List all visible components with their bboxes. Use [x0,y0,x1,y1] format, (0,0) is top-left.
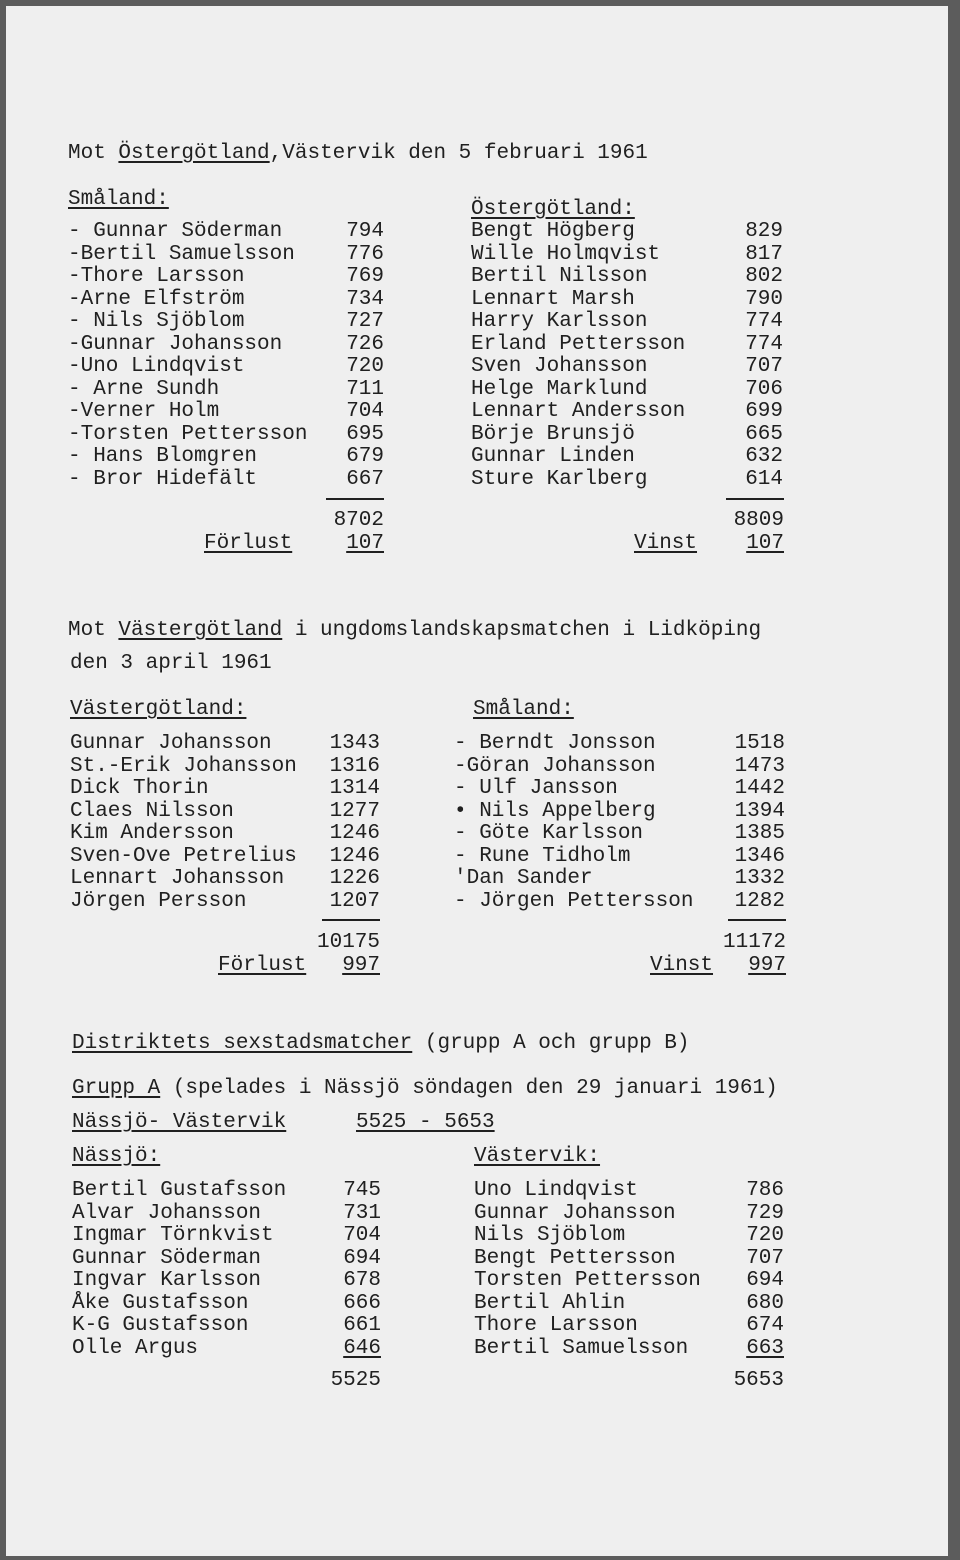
player-name: -Gunnar Johansson [68,332,283,356]
match2-right-header: Småland: [473,698,574,721]
match1-left-result-label: Förlust [204,532,293,555]
player-row [471,289,783,312]
match1-right-sum-rule [726,498,784,500]
player-name: Sven-Ove Petrelius [70,844,297,868]
district-match-score: 5525 - 5653 [356,1111,495,1134]
player-row [454,756,785,779]
player-name: Wille Holmqvist [471,242,661,266]
player-name: Åke Gustafsson [72,1291,249,1315]
player-row [68,244,384,267]
player-row [454,801,785,824]
district-match-label: Nässjö- Västervik [72,1111,287,1134]
match2-right-result-label: Vinst [650,954,714,977]
player-name: - Berndt Jonsson [454,732,656,755]
player-name: Nils Sjöblom [474,1224,626,1247]
player-score: 667 [346,467,384,491]
player-name: Sven Johansson [471,355,648,378]
player-name: Dick Thorin [70,777,209,800]
player-row [454,868,785,891]
player-score: 1518 [734,732,785,755]
player-row [474,1293,784,1316]
player-score: 1246 [329,844,380,868]
player-score: 711 [346,377,384,401]
player-score: 1246 [329,822,380,845]
player-score: 678 [343,1269,381,1292]
player-row [68,379,384,402]
match1-right-header: Östergötland: [471,198,635,221]
match1-left-header: Småland: [68,188,169,211]
player-row [474,1203,784,1226]
player-score: 614 [745,467,783,491]
player-name: Bertil Gustafsson [72,1179,287,1202]
player-row [68,334,384,357]
player-row [471,401,783,424]
player-name: Torsten Pettersson [474,1269,701,1292]
player-score: 794 [346,220,384,243]
player-row [471,221,783,244]
district-right-list [474,1180,784,1360]
player-name: K-G Gustafsson [72,1314,249,1337]
player-score: 704 [346,400,384,423]
match2-title-link: Västergötland [118,619,283,642]
player-row [454,733,785,756]
player-row [471,446,783,469]
player-name: Börje Brunsjö [471,422,635,446]
player-score: 1473 [734,754,785,778]
player-name: Sture Karlberg [471,467,648,491]
player-row [72,1225,381,1248]
player-name: Gunnar Johansson [474,1201,676,1225]
match1-left-sum-rule [326,498,384,500]
player-name: Lennart Johansson [70,867,285,890]
player-score: 1442 [734,777,785,800]
player-score: 632 [745,445,783,468]
district-right-header: Västervik: [474,1145,601,1168]
player-row [471,266,783,289]
player-name: Bertil Ahlin [474,1291,626,1315]
player-score: 769 [346,265,384,288]
player-score: 1346 [734,844,785,868]
player-score: 665 [745,422,783,446]
player-score: 707 [745,355,783,378]
player-name: Gunnar Söderman [72,1246,262,1270]
player-row [68,289,384,312]
player-row [68,356,384,379]
player-row [471,311,783,334]
player-score: 1277 [329,799,380,823]
player-name: Kim Andersson [70,822,234,845]
match2-left-sum-rule [322,919,380,921]
match2-title: Mot Västergötland i ungdomslandskapsmatchen i Lidköping [68,619,762,642]
player-score: 776 [346,242,384,266]
player-score: 734 [346,287,384,311]
player-score: 774 [745,310,783,333]
match1-title-link: Östergötland [118,142,270,165]
player-row [471,244,783,267]
player-name: - Bror Hidefält [68,467,258,491]
district-group-label: Grupp A [72,1077,161,1100]
player-name: Gunnar Johansson [70,732,272,755]
player-row [72,1270,381,1293]
player-score: 1314 [329,777,380,800]
player-score: 1207 [329,889,380,913]
player-row [70,891,380,914]
player-row [454,823,785,846]
player-row [474,1180,784,1203]
player-name: Erland Pettersson [471,332,686,356]
match2-left-result-label: Förlust [218,954,307,977]
player-name: Lennart Marsh [471,287,635,311]
match1-title: Mot Östergötland,Västervik den 5 februari 1961 [68,142,648,165]
player-row [68,311,384,334]
district-left-list [72,1180,381,1360]
player-score: 731 [343,1201,381,1225]
player-row [70,733,380,756]
player-name: Ingvar Karlsson [72,1269,262,1292]
player-row [68,401,384,424]
player-row [72,1293,381,1316]
player-row [72,1315,381,1338]
match2-right-total: 11172 [722,931,786,954]
match1-left-result-value: 107 [346,532,384,555]
player-name: Bertil Samuelsson [474,1336,689,1360]
player-row [471,379,783,402]
player-score: 704 [343,1224,381,1247]
player-score: 786 [746,1179,784,1202]
player-name: Lennart Andersson [471,400,686,423]
player-name: Ingmar Törnkvist [72,1224,274,1247]
player-score: 694 [746,1269,784,1292]
player-score: 745 [343,1179,381,1202]
player-score: 661 [343,1314,381,1337]
player-score: 707 [746,1246,784,1270]
player-row [454,846,785,869]
player-name: Bengt Pettersson [474,1246,676,1270]
player-name: -Göran Johansson [454,754,656,778]
player-name: - Gunnar Söderman [68,220,283,243]
player-row [474,1225,784,1248]
player-score: 674 [746,1314,784,1337]
match1-right-list [471,221,783,491]
player-score: 1332 [734,867,785,890]
player-score: 663 [746,1336,784,1360]
match1-left-list [68,221,384,491]
district-right-total: 5653 [733,1369,784,1392]
player-name: -Verner Holm [68,400,220,423]
district-group-line: Grupp A (spelades i Nässjö söndagen den 29 januari 1961) [72,1077,778,1100]
player-score: 726 [346,332,384,356]
player-name: Harry Karlsson [471,310,648,333]
player-row [474,1270,784,1293]
document-page [6,6,948,1556]
district-heading: Distriktets sexstadsmatcher (grupp A och grupp B) [72,1032,690,1055]
player-name: - Arne Sundh [68,377,220,401]
player-score: 699 [745,400,783,423]
player-name: Bengt Högberg [471,220,635,243]
player-row [471,334,783,357]
player-score: 1343 [329,732,380,755]
player-row [70,846,380,869]
player-score: 790 [745,287,783,311]
player-score: 829 [745,220,783,243]
player-score: 1385 [734,822,785,845]
player-score: 680 [746,1291,784,1315]
player-row [454,778,785,801]
player-score: 695 [346,422,384,446]
player-score: 666 [343,1291,381,1315]
match2-date: den 3 april 1961 [70,652,272,675]
player-row [68,221,384,244]
match2-right-sum-rule [728,919,786,921]
player-name: Helge Marklund [471,377,648,401]
player-name: Thore Larsson [474,1314,638,1337]
player-score: 706 [745,377,783,401]
player-row [68,424,384,447]
player-name: - Hans Blomgren [68,445,258,468]
player-name: - Nils Sjöblom [68,310,245,333]
player-score: 1226 [329,867,380,890]
player-row [68,469,384,492]
player-row [471,424,783,447]
player-name: Gunnar Linden [471,445,635,468]
player-score: 679 [346,445,384,468]
player-name: - Jörgen Pettersson [454,889,694,913]
match2-right-list [454,733,785,913]
player-row [70,756,380,779]
match1-right-result-value: 107 [746,532,784,555]
player-row [70,823,380,846]
player-row [72,1180,381,1203]
player-row [68,266,384,289]
player-name: Bertil Nilsson [471,265,648,288]
player-name: - Göte Karlsson [454,822,644,845]
player-name: Alvar Johansson [72,1201,262,1225]
player-score: 1282 [734,889,785,913]
player-row [474,1315,784,1338]
player-score: 802 [745,265,783,288]
player-score: 694 [343,1246,381,1270]
player-row [72,1203,381,1226]
player-name: Olle Argus [72,1336,199,1360]
match2-right-result-value: 997 [748,954,786,977]
player-row [70,801,380,824]
player-score: 727 [346,310,384,333]
player-name: Claes Nilsson [70,799,234,823]
player-row [72,1338,381,1361]
match2-left-result-value: 997 [342,954,380,977]
player-name: - Rune Tidholm [454,844,631,868]
player-score: 729 [746,1201,784,1225]
player-name: 'Dan Sander [454,867,593,890]
player-row [471,469,783,492]
player-name: -Thore Larsson [68,265,245,288]
player-name: - Ulf Jansson [454,777,618,800]
match1-right-total: 8809 [733,509,784,532]
match1-right-result-label: Vinst [634,532,698,555]
player-score: 720 [346,355,384,378]
match2-left-header: Västergötland: [70,698,247,721]
player-row [454,891,785,914]
match2-left-total: 10175 [316,931,380,954]
player-score: 1394 [734,799,785,823]
player-name: -Torsten Pettersson [68,422,308,446]
player-name: St.-Erik Johansson [70,754,297,778]
player-row [72,1248,381,1271]
district-left-total: 5525 [330,1369,381,1392]
player-name: Jörgen Persson [70,889,247,913]
player-score: 646 [343,1336,381,1360]
player-name: -Bertil Samuelsson [68,242,295,266]
player-score: 720 [746,1224,784,1247]
player-row [474,1248,784,1271]
player-score: 1316 [329,754,380,778]
district-left-header: Nässjö: [72,1145,161,1168]
player-row [70,778,380,801]
player-row [68,446,384,469]
player-row [471,356,783,379]
player-name: Uno Lindqvist [474,1179,638,1202]
player-score: 774 [745,332,783,356]
match1-left-total: 8702 [333,509,384,532]
player-score: 817 [745,242,783,266]
player-row [474,1338,784,1361]
match2-left-list [70,733,380,913]
player-row [70,868,380,891]
player-name: • Nils Appelberg [454,799,656,823]
player-name: -Arne Elfström [68,287,245,311]
player-name: -Uno Lindqvist [68,355,245,378]
